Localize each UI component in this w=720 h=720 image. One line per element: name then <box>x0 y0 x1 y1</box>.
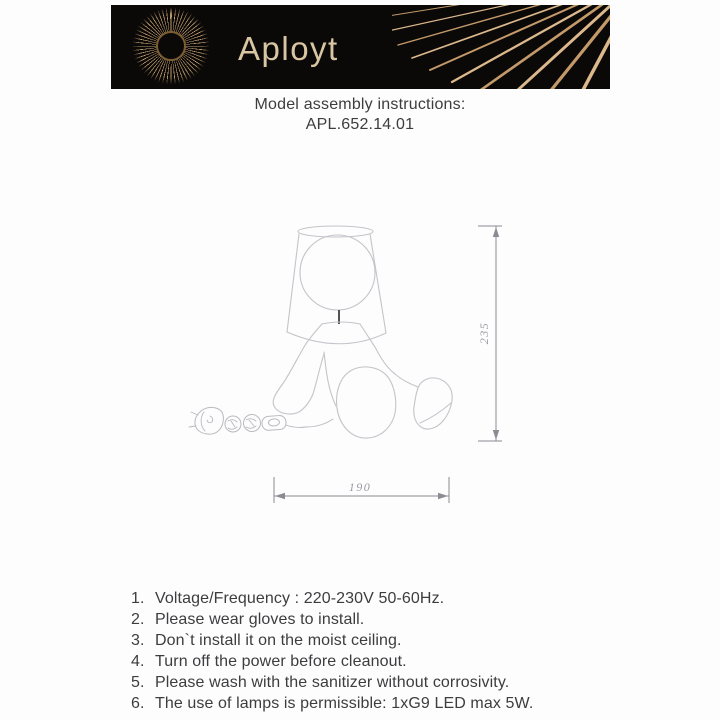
item-text: Please wear gloves to install. <box>155 611 365 628</box>
instruction-item <box>131 588 601 609</box>
model-number: APL.652.14.01 <box>305 116 415 133</box>
brand-name: Aployt <box>238 30 339 67</box>
item-number: 6. <box>131 695 145 712</box>
power-cord <box>189 407 333 434</box>
item-number: 4. <box>131 653 145 670</box>
sunburst-icon <box>132 7 210 85</box>
instruction-item <box>131 693 601 714</box>
item-text: Turn off the power before cleanout. <box>155 653 407 670</box>
item-text: Don`t install it on the moist ceiling. <box>155 632 402 649</box>
lamp-technical-drawing <box>180 210 520 520</box>
brand-banner <box>111 5 610 89</box>
body-outline <box>273 322 452 438</box>
sunburst-core <box>156 31 186 61</box>
instruction-item <box>131 672 601 693</box>
instruction-item <box>131 630 601 651</box>
rays-icon <box>392 5 610 89</box>
item-text: Please wash with the sanitizer without corrosivity. <box>155 674 510 691</box>
width-label: 190 <box>348 480 372 494</box>
instruction-item <box>131 651 601 672</box>
sheet-title: Model assembly instructions: <box>254 96 466 113</box>
power-plug <box>189 407 223 434</box>
width-dimension <box>274 477 449 503</box>
item-number: 3. <box>131 632 145 649</box>
item-number: 2. <box>131 611 145 628</box>
inline-switch <box>262 415 287 431</box>
instructions-list <box>131 588 601 714</box>
item-text: The use of lamps is permissible: 1xG9 LED max 5W. <box>155 695 534 712</box>
item-text: Voltage/Frequency : 220-230V 50-60Hz. <box>155 590 445 607</box>
head-circle <box>300 235 375 310</box>
title-block <box>0 95 720 135</box>
item-number: 5. <box>131 674 145 691</box>
height-label: 235 <box>477 321 491 345</box>
item-number: 1. <box>131 590 145 607</box>
height-dimension <box>477 226 502 441</box>
cord-knobs <box>225 415 261 433</box>
instruction-item <box>131 609 601 630</box>
